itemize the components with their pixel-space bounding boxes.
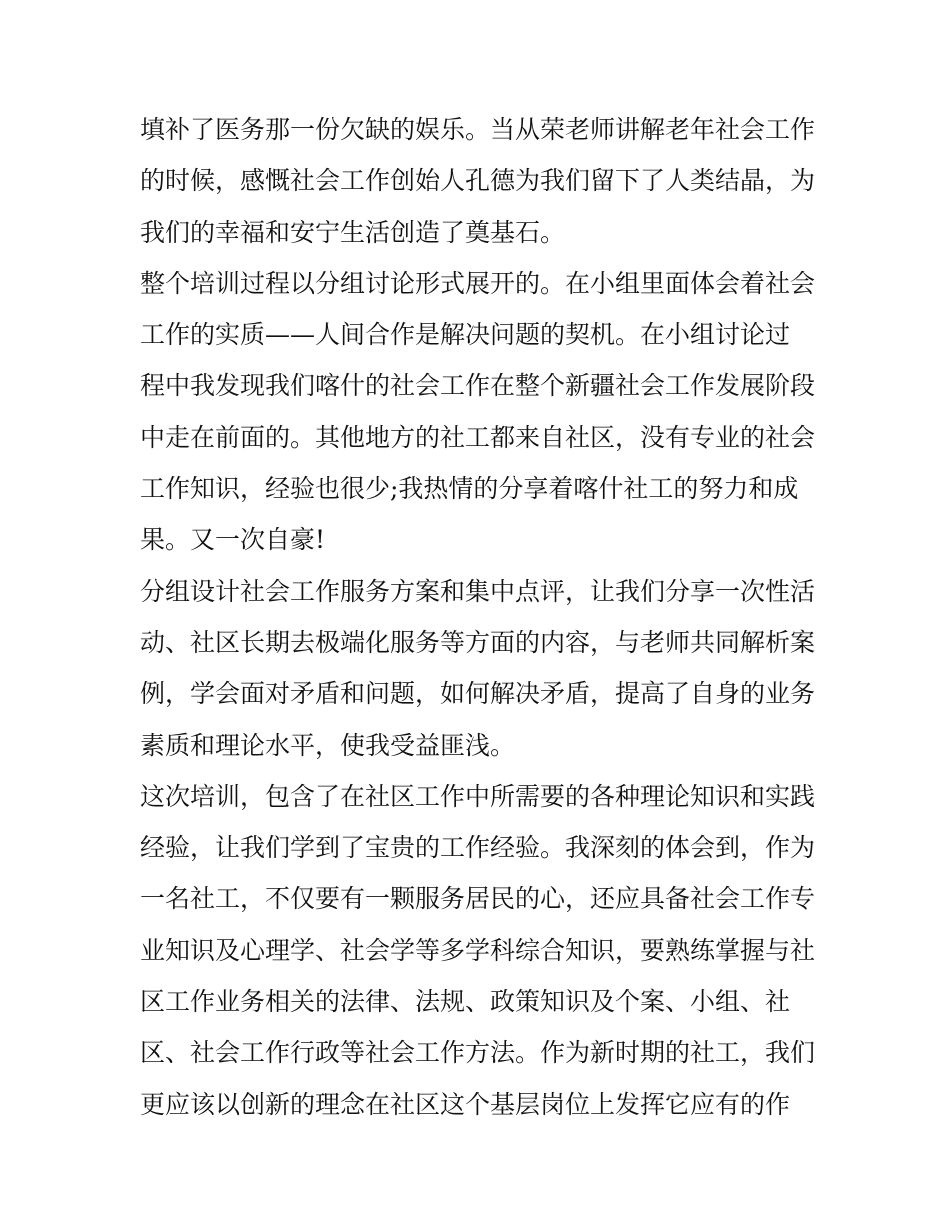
text-line: 工作的实质——人间合作是解决问题的契机。在小组讨论过 xyxy=(140,320,791,350)
text-line: 例，学会面对矛盾和问题，如何解决矛盾，提高了自身的业务 xyxy=(140,679,816,709)
text-line: 经验，让我们学到了宝贵的工作经验。我深刻的体会到，作为 xyxy=(140,833,816,863)
text-line: 动、社区长期去极端化服务等方面的内容，与老师共同解析案 xyxy=(140,627,816,657)
text-line: 一名社工，不仅要有一颗服务居民的心，还应具备社会工作专 xyxy=(140,884,816,914)
text-line: 分组设计社会工作服务方案和集中点评，让我们分享一次性活 xyxy=(140,576,816,606)
text-line: 我们的幸福和安宁生活创造了奠基石。 xyxy=(140,217,566,247)
text-line: 更应该以创新的理念在社区这个基层岗位上发挥它应有的作 xyxy=(140,1089,791,1119)
text-line: 果。又一次自豪! xyxy=(140,525,326,555)
text-line: 业知识及心理学、社会学等多学科综合知识，要熟练掌握与社 xyxy=(140,935,816,965)
text-line: 工作知识，经验也很少;我热情的分享着喀什社工的努力和成 xyxy=(140,474,799,504)
text-line: 的时候，感慨社会工作创始人孔德为我们留下了人类结晶，为 xyxy=(140,166,816,196)
text-line: 中走在前面的。其他地方的社工都来自社区，没有专业的社会 xyxy=(140,422,816,452)
text-line: 区工作业务相关的法律、法规、政策知识及个案、小组、社 xyxy=(140,987,791,1017)
text-line: 填补了医务那一份欠缺的娱乐。当从荣老师讲解老年社会工作 xyxy=(140,115,816,144)
body-text xyxy=(140,104,820,1130)
text-line: 素质和理论水平，使我受益匪浅。 xyxy=(140,730,516,760)
text-line: 区、社会工作行政等社会工作方法。作为新时期的社工，我们 xyxy=(140,1038,816,1068)
text-line: 程中我发现我们喀什的社会工作在整个新疆社会工作发展阶段 xyxy=(140,371,816,401)
text-line: 这次培训，包含了在社区工作中所需要的各种理论知识和实践 xyxy=(140,781,816,811)
text-line: 整个培训过程以分组讨论形式展开的。在小组里面体会着社会 xyxy=(140,268,816,298)
